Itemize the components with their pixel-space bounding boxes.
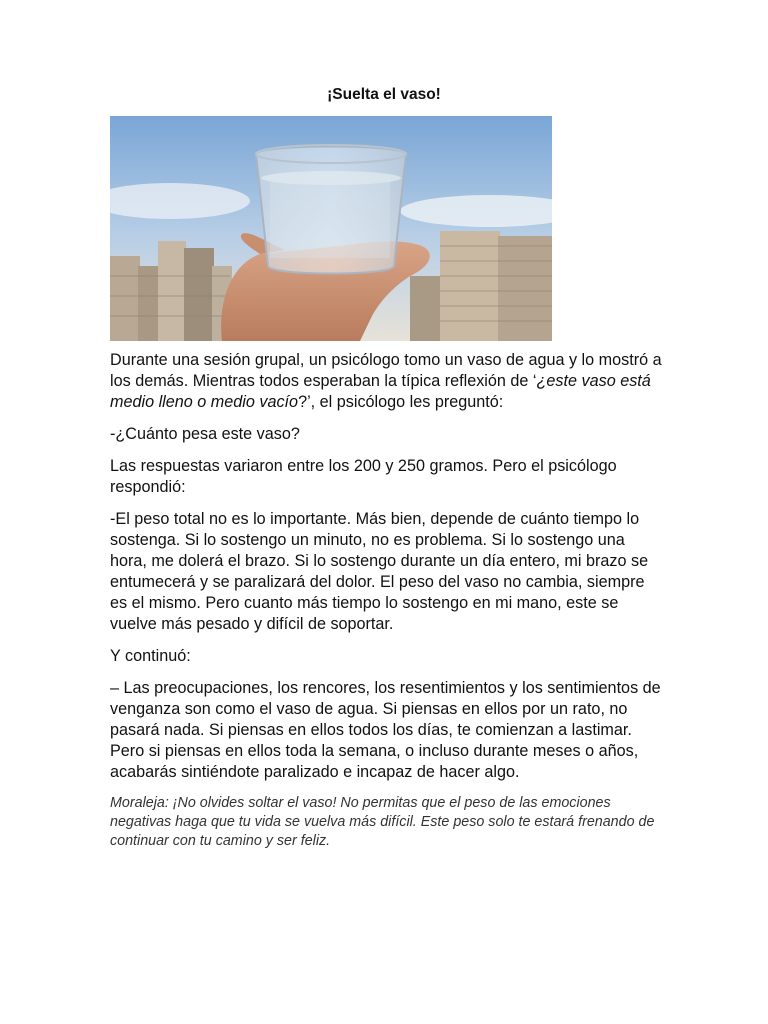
paragraph-question: -¿Cuánto pesa este vaso? — [110, 425, 300, 443]
paragraph-psychologist-reply: -El peso total no es lo importante. Más bien, depende de cuánto tiempo lo sostenga. Si lo sostengo un minuto, no es problema. Si lo sostengo una hora, me dolerá el brazo. Si lo sostengo durante un día entero, mi brazo se entumecerá y se paralizará del dolor. El peso del vaso no cambia, siempre es el mismo. Pero cuanto más tiempo lo sostengo en mi mano, este se vuelve más pesado y difícil de soportar. — [110, 510, 649, 633]
moral-text: Moraleja: ¡No olvides soltar el vaso! No permitas que el peso de las emociones negativas haga que tu vida se vuelva más difícil. Este peso solo te estará frenando de continuar con tu camino y ser feliz. — [110, 795, 655, 849]
paragraph-continued: Y continuó: — [110, 647, 191, 665]
hand-holding-glass-photo — [110, 116, 552, 341]
document-body — [110, 350, 662, 851]
paragraph-lesson: – Las preocupaciones, los rencores, los resentimientos y los sentimientos de venganza son como el vaso de agua. Si piensas en ellos por un rato, no pasará nada. Si piensas en ellos todos los días, te comienzan a lastimar. Pero si piensas en ellos toda la semana, o incluso durante meses o años, acabarás sintiéndote paralizado e incapaz de hacer algo. — [110, 679, 661, 781]
paragraph-answers: Las respuestas variaron entre los 200 y 250 gramos. Pero el psicólogo respondió: — [110, 457, 617, 496]
paragraph-intro: Durante una sesión grupal, un psicólogo tomo un vaso de agua y lo mostró a los demás. Mientras todos esperaban la típica reflexión de ‘¿este vaso está medio lleno o medio vacío?’, el psicólogo les preguntó: — [110, 351, 662, 411]
document-title: ¡Suelta el vaso! — [327, 86, 441, 103]
quoted-question: ¿este vaso está medio lleno o medio vacío — [110, 372, 651, 411]
